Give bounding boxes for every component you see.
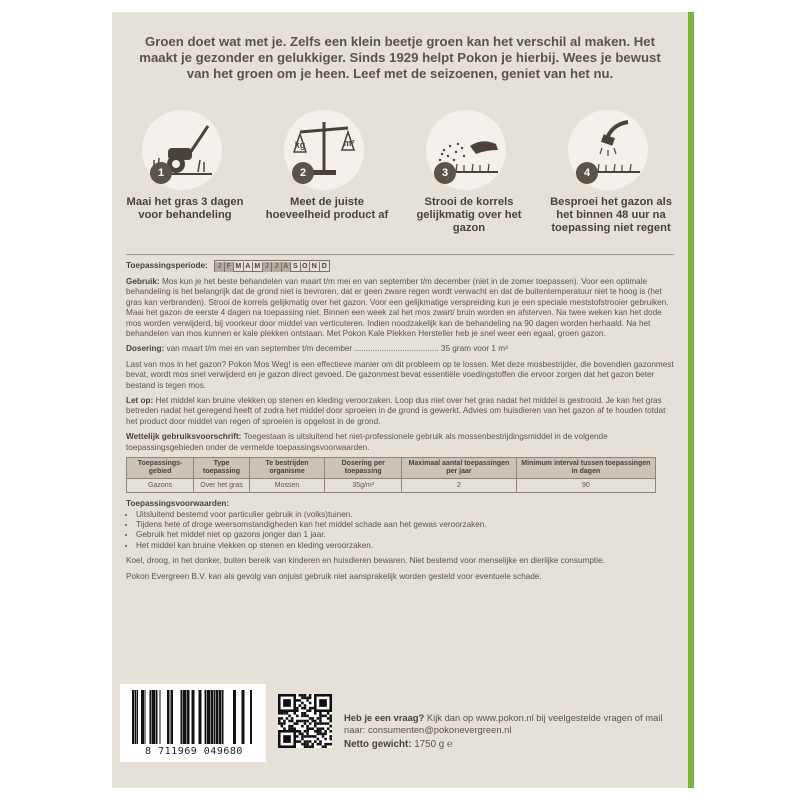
table-cell: Over het gras <box>194 479 250 493</box>
table-cell: 35g/m² <box>325 479 402 493</box>
gebruik-paragraph <box>126 277 676 339</box>
table-header: Dosering per toepassing <box>325 458 402 479</box>
month-cell: J <box>272 262 282 272</box>
month-cell: M <box>234 262 244 272</box>
gebruik-label: Gebruik: <box>126 277 160 286</box>
month-cell: M <box>253 262 263 272</box>
table-header: Toepassings-gebied <box>127 458 194 479</box>
barcode <box>120 684 266 762</box>
month-cell: J <box>263 262 273 272</box>
month-cell: N <box>310 262 320 272</box>
letop-paragraph <box>126 396 676 427</box>
step-3 <box>404 110 534 250</box>
intro-text: Groen doet wat met je. Zelfs een klein beetje groen kan het verschil al maken. Het maakt je gezonder en gelukkiger. Sinds 1929 helpt Pokon je hierbij. Wees je bewust van het groen om je heen. Leef met de seizoenen, geniet van het nu. <box>139 34 661 81</box>
table-header: Maximaal aantal toepassingen per jaar <box>402 458 517 479</box>
scale-label-kg: kg <box>294 140 306 150</box>
month-cell: J <box>215 262 225 272</box>
voorwaarden-list <box>126 510 676 552</box>
step-text: Maai het gras 3 dagen voor behandeling <box>126 196 244 221</box>
month-cell: F <box>225 262 235 272</box>
step-number: 3 <box>434 162 456 184</box>
barcode-bars <box>130 690 256 744</box>
step-text: Besproei het gazon als het binnen 48 uur na toepassing niet regent <box>550 196 672 234</box>
divider <box>126 254 674 255</box>
qr-code[interactable] <box>278 694 332 748</box>
contact-info <box>344 712 680 736</box>
wettelijk-text: Toegestaan is uitsluitend het niet-professionele gebruik als mossenbestrijdingsmiddel in de volgende toepassingsgebieden onder de vermelde toepassingsvoorwaarden. <box>126 432 608 452</box>
table-header: Te bestrijden organisme <box>249 458 324 479</box>
contact-question: Heb je een vraag? <box>344 712 425 723</box>
month-cell: A <box>244 262 254 272</box>
step-text: Strooi de korrels gelijkmatig over het gazon <box>416 196 522 234</box>
instructions <box>126 260 676 587</box>
letop-label: Let op: <box>126 396 154 406</box>
table-cell: Gazons <box>127 479 194 493</box>
step-number: 4 <box>576 162 598 184</box>
wettelijk-label: Wettelijk gebruiksvoorschrift: <box>126 432 242 442</box>
steps-row <box>112 110 688 250</box>
table-cell: Mossen <box>249 479 324 493</box>
table-cell: 2 <box>402 479 517 493</box>
table-cell: 90 <box>516 479 655 493</box>
month-cell: A <box>282 262 292 272</box>
weight-value: 1750 g ℮ <box>414 739 453 750</box>
usage-table <box>126 457 656 493</box>
month-grid <box>214 260 330 272</box>
description-paragraph: Last van mos in het gazon? Pokon Mos Weg! is een effectieve manier om dit probleem op te lossen. Met deze mosbestrijder, die bovendien gazonmest bevat, wordt mos snel verwijderd en je gazon direct gevoed. De gazonmest bevat essentiële voedingstoffen die ervoor zorgen dat het gazon beter bestand is tegen mos. <box>126 359 674 390</box>
scale-label-m2: m² <box>343 138 355 148</box>
net-weight <box>344 739 453 750</box>
list-item: • Het middel kan bruine vlekken op stenen en kleding veroorzaken. <box>136 541 676 551</box>
gebruik-text: Mos kun je het beste behandelen van maart t/m mei en van september t/m december (niet in de zomer toepassen). Voor een optimale behandeling is het belangrijk dat de grond niet is bevroren, dat er geen zware regen wordt verwacht en dat de buitentemperatuur niet te hoog is (het gras kan verbranden). Strooi de korrels gelijkmatig over het gazon. Voor een gelijkmatige verspreiding kun je een speciale meststofstrooier gebruiken. Maai het gazon de eerste 4 dagen na toepassing niet. Binnen een week zal het mos zwart/ bruin worden en afsterven. Na twee weken kan het dode mos worden verwijderd, bij voorkeur door middel van verticuteren. Indien noodzakelijk kan de behandeling na 90 dagen worden herhaald. Na het behandelen van mos kunnen er kale plekken ontstaan. Met Pokon Kale Plekken Hersteller heb je snel weer een egaal, groen gazon. <box>126 277 669 339</box>
table-header: Type toepassing <box>194 458 250 479</box>
application-period <box>126 260 676 272</box>
barcode-number: 8 711969 049680 <box>145 746 243 757</box>
step-number: 2 <box>292 162 314 184</box>
wettelijk-paragraph <box>126 432 676 453</box>
weight-label: Netto gewicht: <box>344 739 412 750</box>
dosering-period: van maart t/m mei en van september t/m december <box>166 344 353 354</box>
step-2 <box>262 110 392 250</box>
green-edge <box>688 12 694 788</box>
dosering-amount: 35 gram voor 1 m² <box>440 344 508 354</box>
package-back <box>112 12 688 788</box>
letop-text: Het middel kan bruine vlekken op stenen en kleding veroorzaken. Loop dus niet over het gras nadat het middel is gestrooid. Je kan het gras betreden nadat het geregend heeft of zodra het middel door sproeien in de grond is gewerkt. Advies om huisdieren van het gazon af te houden totdat het product door middel van regen of sproeien is opgelost in de grond. <box>126 396 666 426</box>
contact-text: Kijk dan op www.pokon.nl bij veelgestelde vragen of mail naar: consumenten@pokonevergreen.nl <box>344 712 663 735</box>
table-header-row <box>127 458 656 479</box>
table-header: Minimum interval tussen toepassingen in dagen <box>516 458 655 479</box>
voorwaarden-title: Toepassingsvoorwaarden: <box>126 499 230 509</box>
step-number: 1 <box>150 162 172 184</box>
month-cell: O <box>301 262 311 272</box>
step-text: Meet de juiste hoeveelheid product af <box>265 196 389 221</box>
month-cell: S <box>291 262 301 272</box>
list-item: • Uitsluitend bestemd voor particulier gebruik in (volks)tuinen. <box>136 510 676 520</box>
disclaimer-text: Pokon Evergreen B.V. kan als gevolg van onjuist gebruik niet aansprakelijk worden gesteld voor eventuele schade. <box>126 571 542 581</box>
dosering-paragraph: Dosering: van maart t/m mei en van september t/m december ..................................... 35 gram voor 1 m² <box>126 344 508 354</box>
list-item: • Gebruik het middel niet op gazons jonger dan 1 jaar. <box>136 530 676 540</box>
month-cell: D <box>321 263 327 270</box>
list-item: • Tijdens hete of droge weersomstandigheden kan het middel schade aan het gewas veroorzaken. <box>136 520 676 530</box>
step-4 <box>546 110 676 250</box>
storage-text: Koel, droog, in het donker, buiten bereik van kinderen en huisdieren bewaren. Niet bestemd voor menselijke en dierlijke consumptie. <box>126 556 605 566</box>
application-label: Toepassingsperiode: <box>126 261 208 271</box>
step-1 <box>120 110 250 250</box>
dosering-label: Dosering: <box>126 344 165 354</box>
table-row <box>127 479 656 493</box>
